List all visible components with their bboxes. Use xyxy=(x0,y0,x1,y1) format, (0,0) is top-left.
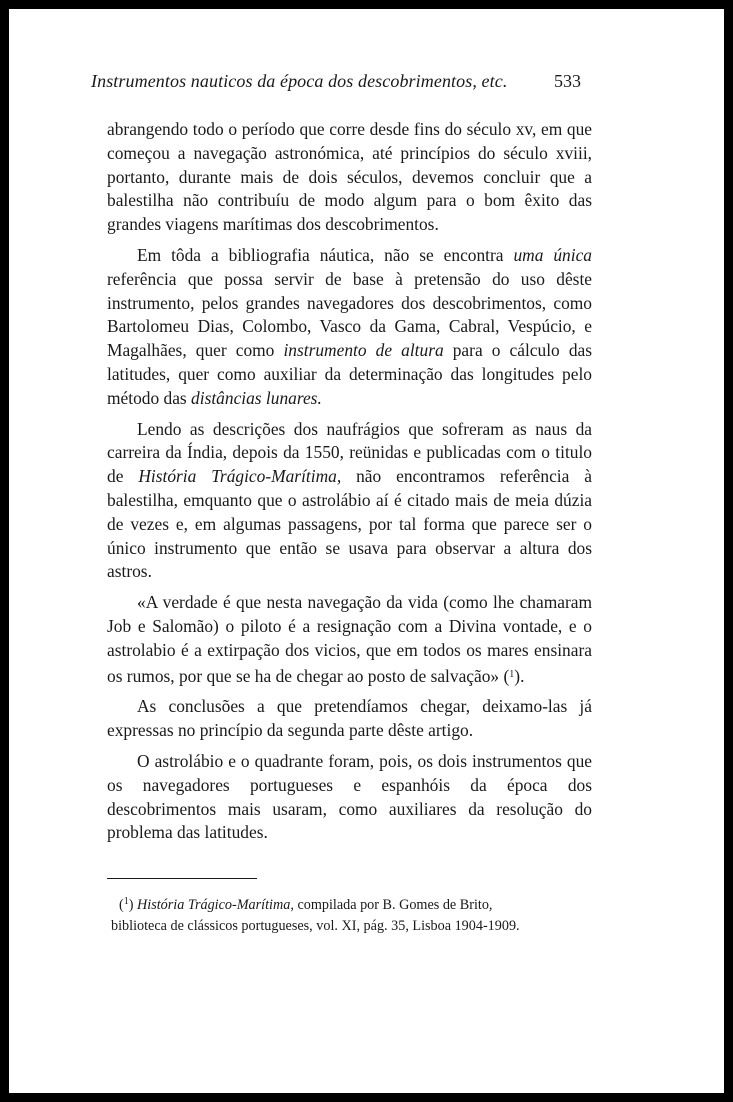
emphasis-instrumento-de-altura: instrumento de altura xyxy=(283,340,444,361)
paragraph-1: abrangendo todo o período que corre desde fins do século xv, em que começou a navegação astronómica, até princípios do século xviii, portanto, durante mais de dois séculos, devemos concluir que a balestilha não contribuíu de modo algum para o bom êxito das grandes viagens marítimas dos descobrimentos. xyxy=(107,119,592,235)
footnote-marker: 1 xyxy=(123,896,129,907)
footnote-reference: 1 xyxy=(509,668,515,680)
paragraph-6: O astrolábio e o quadrante foram, pois, os dois instrumentos que os navegadores portugueses e espanhóis da época dos descobrimentos mais usaram, como auxiliares da resolução do problema das latitudes. xyxy=(107,750,592,843)
paragraph-4-quote: «A verdade é que nesta navegação da vida (como lhe chamaram Job e Salomão) o piloto é a resignação com a Divina vontade, e o astrolabio é a extirpação dos vicios, que em todos os mares ensinara os rumos, por que se ha de chegar ao posto de salvação» ($^1$). xyxy=(107,592,592,686)
footnote-line-2: biblioteca de clássicos portugueses, vol. XI, pág. 35, Lisboa 1904-1909. xyxy=(111,918,520,934)
book-page xyxy=(9,9,724,1093)
emphasis-distancias-lunares: distâncias lunares. xyxy=(191,387,322,408)
page-number: 533 xyxy=(554,71,581,91)
paragraph-2: Em tôda a bibliografia náutica, não se encontra uma única referência que possa servir de base à pretensão do uso dêste instrumento, pelos grandes navegadores dos descobrimentos, como Bartolomeu Dias, Colombo, Vasco da Gama, Cabral, Vespúcio, e Magalhães, quer como instrumento de altura para o cálculo das latitudes, quer como auxiliar da determinação das longitudes pelo método das distâncias lunares. xyxy=(107,244,592,408)
running-title: Instrumentos nauticos da época dos descobrimentos, etc. xyxy=(91,71,508,91)
footnote-line-1: ($^1$) História Trágico-Marítima, compilada por B. Gomes de Brito, xyxy=(119,896,493,913)
paragraph-3: Lendo as descrições dos naufrágios que sofreram as naus da carreira da Índia, depois da 1550, reünidas e publicadas com o titulo de História Trágico-Marítima, não encontramos referência à balestilha, emquanto que o astrolábio aí é citado mais de meia dúzia de vezes e, em algumas passagens, por tal forma que parece ser o único instrumento que então se usava para observar a altura dos astros. xyxy=(107,418,592,582)
body-text xyxy=(107,118,592,852)
page-header xyxy=(91,71,581,101)
footnote-divider xyxy=(107,878,257,879)
emphasis-historia-tragico-maritima: História Trágico-Marítima, xyxy=(138,466,342,487)
footnote-title: História Trágico-Marítima, xyxy=(137,897,294,913)
emphasis-uma-unica: uma única xyxy=(513,244,592,265)
footnote xyxy=(111,891,599,937)
paragraph-5: As conclusões a que pretendíamos chegar, deixamo-las já expressas no princípio da segunda parte dêste artigo. xyxy=(107,696,592,741)
